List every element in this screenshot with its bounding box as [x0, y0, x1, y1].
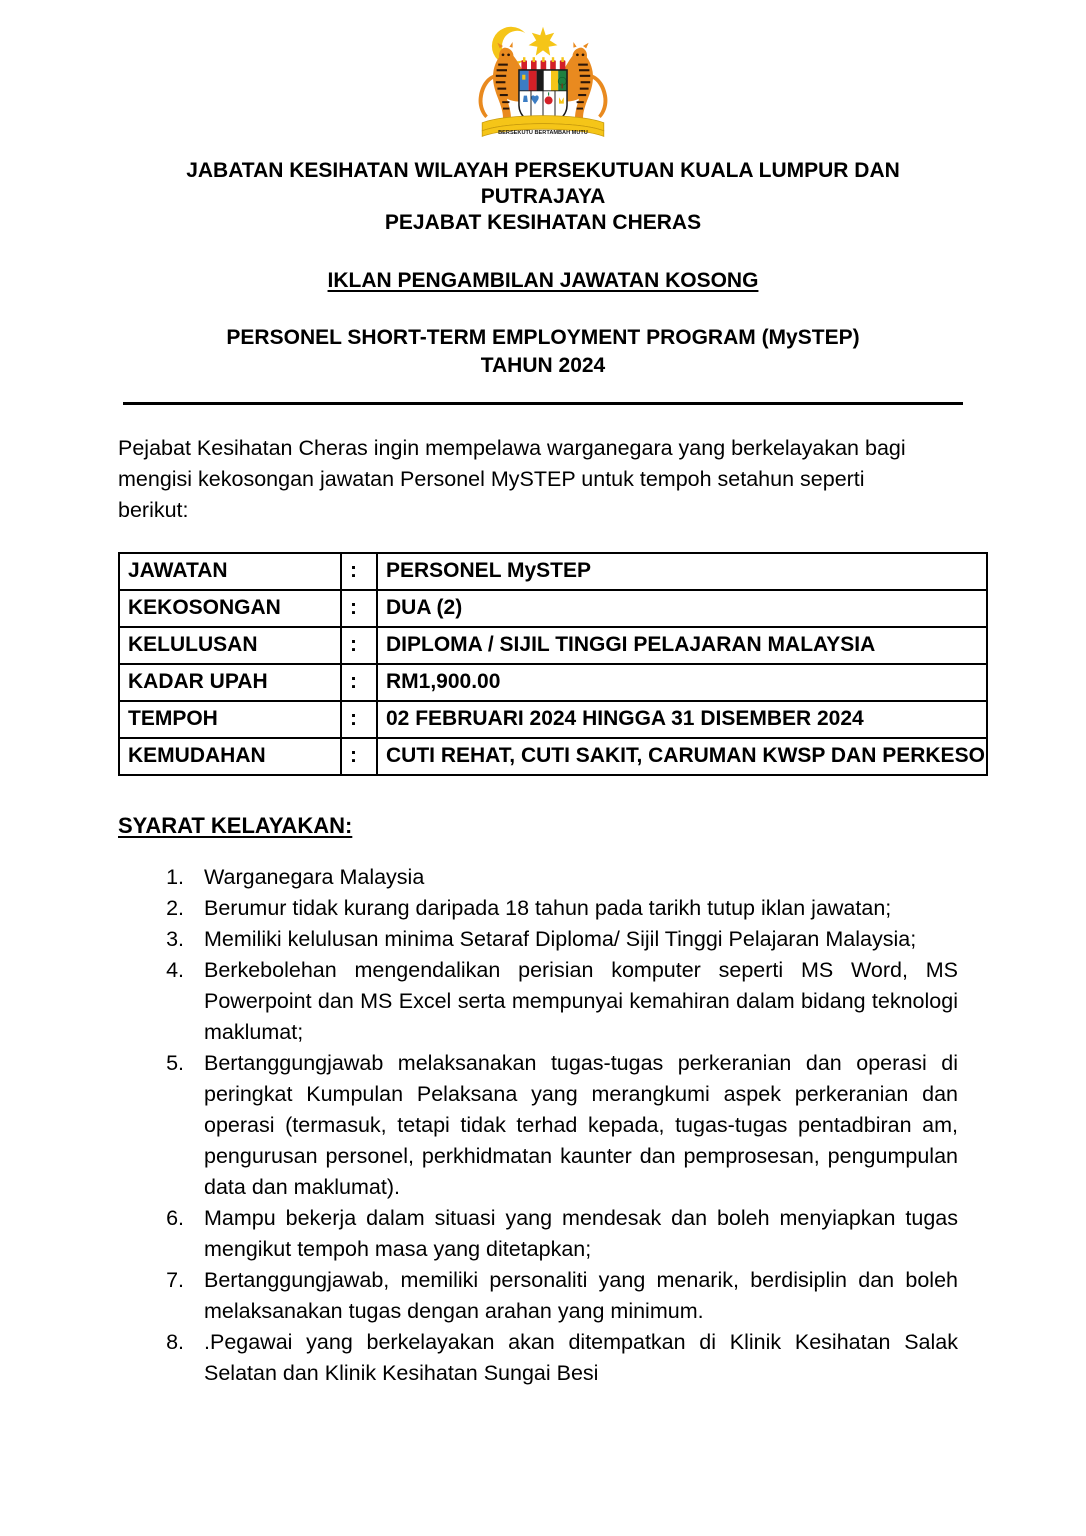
list-item: 8. .Pegawai yang berkelayakan akan ditempatkan di Klinik Kesihatan Salak Selatan dan Klinik Kesihatan Sungai Besi	[190, 1327, 958, 1389]
table-row	[119, 553, 987, 590]
row-colon: :	[341, 701, 377, 738]
motto-banner-icon	[482, 116, 604, 137]
row-colon: :	[341, 627, 377, 664]
advertisement-subtitle-text: IKLAN PENGAMBILAN JAWATAN KOSONG	[327, 269, 759, 292]
table-row	[119, 627, 987, 664]
row-colon: :	[341, 664, 377, 701]
tiger-right-icon	[564, 42, 608, 128]
row-value: 02 FEBRUARI 2024 HINGGA 31 DISEMBER 2024	[377, 701, 987, 738]
list-item: 2. Berumur tidak kurang daripada 18 tahun pada tarikh tutup iklan jawatan;	[190, 893, 958, 924]
table-row	[119, 738, 987, 775]
row-value: PERSONEL MySTEP	[377, 553, 987, 590]
vacancy-details-tbody	[119, 553, 987, 775]
row-value: RM1,900.00	[377, 664, 987, 701]
table-row	[119, 664, 987, 701]
list-item: 4. Berkebolehan mengendalikan perisian komputer seperti MS Word, MS Powerpoint dan MS Excel serta mempunyai kemahiran dalam bidang teknologi maklumat;	[190, 955, 958, 1048]
table-row	[119, 590, 987, 627]
jata-negara-emblem-icon	[463, 22, 623, 146]
org-line-1: JABATAN KESIHATAN WILAYAH PERSEKUTUAN KUALA LUMPUR DAN	[186, 159, 900, 182]
row-colon: :	[341, 590, 377, 627]
row-label: JAWATAN	[119, 553, 341, 590]
row-label: TEMPOH	[119, 701, 341, 738]
organisation-heading	[0, 158, 1086, 236]
row-colon: :	[341, 738, 377, 775]
horizontal-rule	[123, 402, 963, 405]
row-colon: :	[341, 553, 377, 590]
row-label: KEKOSONGAN	[119, 590, 341, 627]
row-label: KADAR UPAH	[119, 664, 341, 701]
program-line-1: PERSONEL SHORT-TERM EMPLOYMENT PROGRAM (MySTEP)	[226, 326, 860, 349]
org-line-3: PEJABAT KESIHATAN CHERAS	[384, 211, 702, 234]
row-value: DIPLOMA / SIJIL TINGGI PELAJARAN MALAYSIA	[377, 627, 987, 664]
list-item: 5. Bertanggungjawab melaksanakan tugas-tugas perkeranian dan operasi di peringkat Kumpulan Pelaksana yang merangkumi aspek perkeranian dan operasi (termasuk, tetapi tidak terhad kepada, tugas-tugas pentadbiran am, pengurusan personel, perkhidmatan kaunter dan pemprosesan, pengumpulan data dan maklumat).	[190, 1048, 958, 1203]
vacancy-details-table	[118, 552, 988, 776]
list-item: 3. Memiliki kelulusan minima Setaraf Diploma/ Sijil Tinggi Pelajaran Malaysia;	[190, 924, 958, 955]
program-heading	[0, 324, 1086, 380]
row-value: DUA (2)	[377, 590, 987, 627]
org-line-2: PUTRAJAYA	[480, 185, 606, 208]
list-item: 6. Mampu bekerja dalam situasi yang mendesak dan boleh menyiapkan tugas mengikut tempoh masa yang ditetapkan;	[190, 1203, 958, 1265]
row-label: KELULUSAN	[119, 627, 341, 664]
intro-paragraph: Pejabat Kesihatan Cheras ingin mempelawa warganegara yang berkelayakan bagi mengisi kekosongan jawatan Personel MySTEP untuk tempoh setahun seperti berikut:	[118, 436, 906, 522]
syarat-section	[118, 776, 968, 1389]
row-label: KEMUDAHAN	[119, 738, 341, 775]
program-line-2: TAHUN 2024	[480, 354, 606, 377]
list-item: 7. Bertanggungjawab, memiliki personaliti yang menarik, berdisiplin dan boleh melaksanakan tugas dengan arahan yang minimum.	[190, 1265, 958, 1327]
motto-text: BERSEKUTU BERTAMBAH MUTU	[498, 130, 588, 136]
coat-of-arms-container	[0, 0, 1086, 146]
tiger-left-icon	[479, 42, 523, 128]
document-body	[0, 433, 1086, 1389]
syarat-heading: SYARAT KELAYAKAN:	[118, 813, 353, 838]
table-row	[119, 701, 987, 738]
row-value: CUTI REHAT, CUTI SAKIT, CARUMAN KWSP DAN PERKESO	[377, 738, 987, 775]
list-item: 1. Warganegara Malaysia	[190, 862, 958, 893]
syarat-list	[118, 862, 958, 1389]
advertisement-subtitle	[0, 268, 1086, 294]
